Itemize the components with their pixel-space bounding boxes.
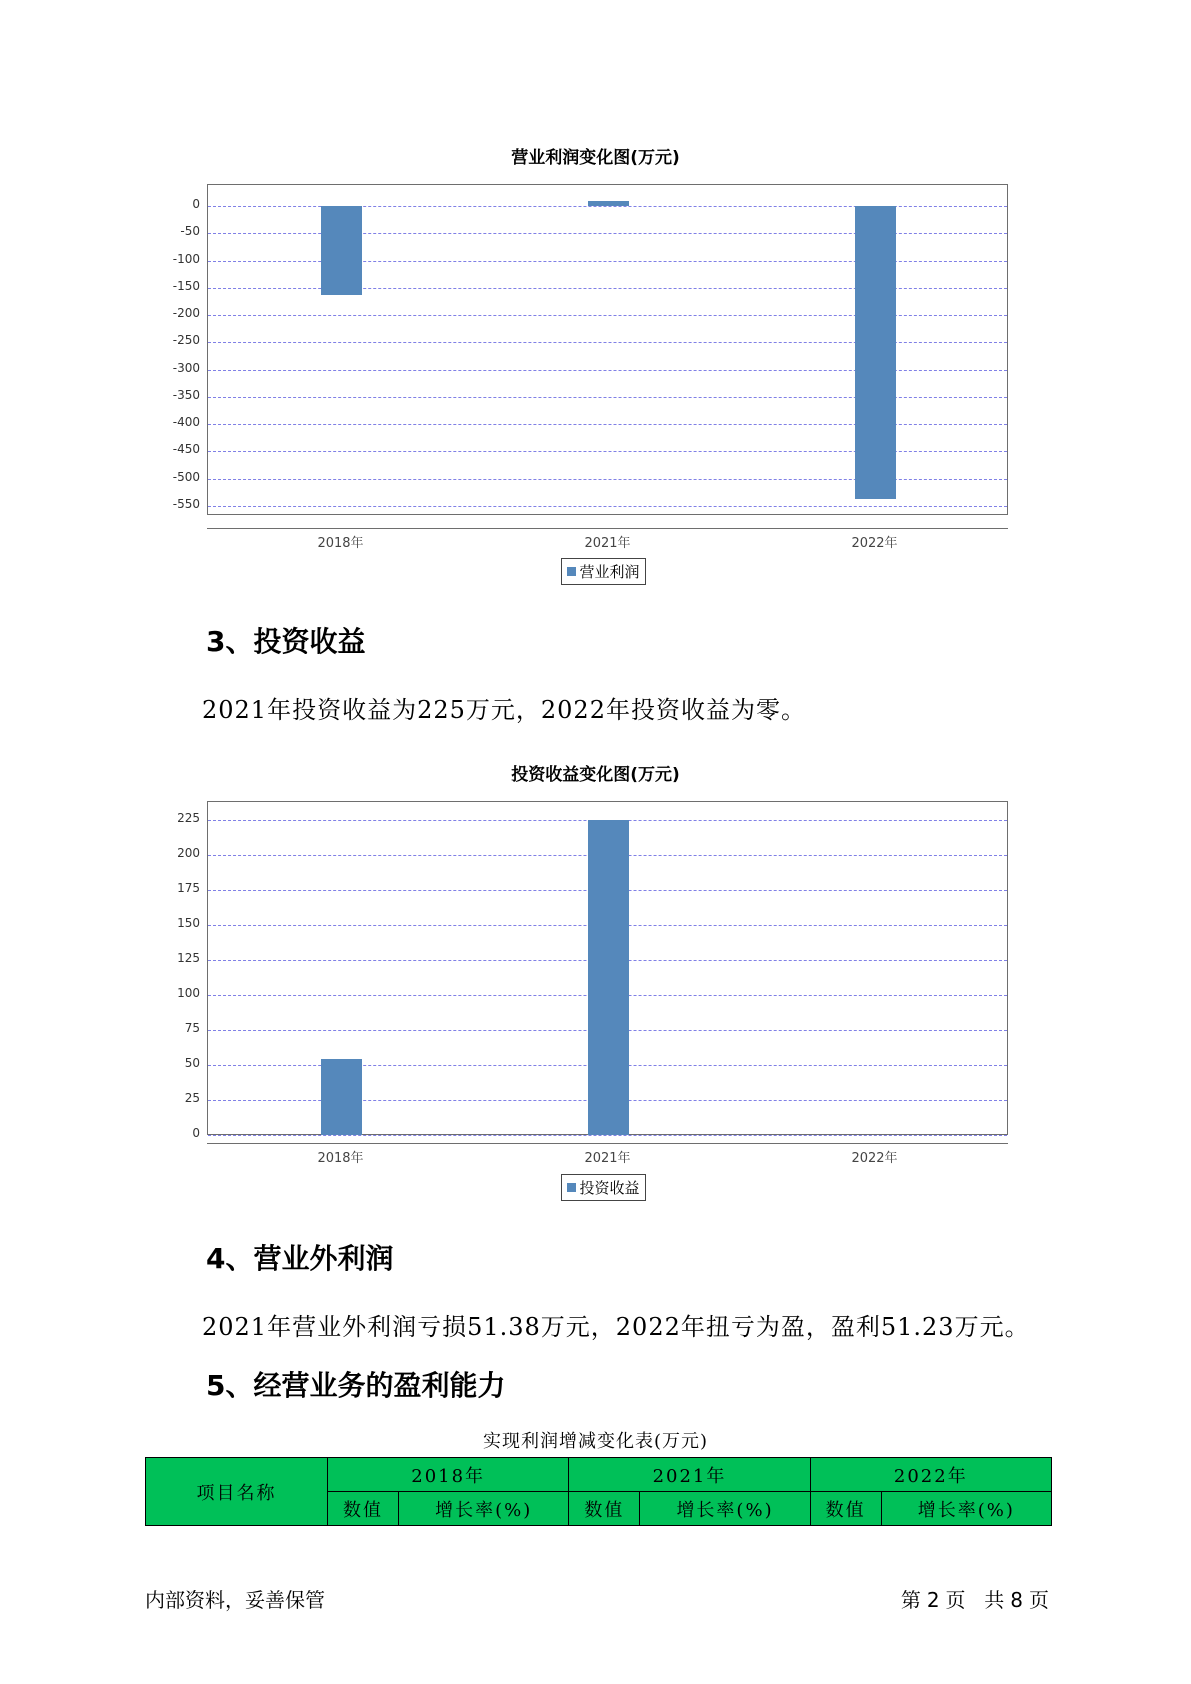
table-value-header: 数值 <box>569 1492 640 1526</box>
total-unit: 页 <box>1029 1588 1049 1612</box>
x-tick-label: 2022年 <box>851 1151 898 1166</box>
y-tick-label: 0 <box>192 197 200 211</box>
footer-confidential: 内部资料，妥善保管 <box>145 1588 325 1612</box>
y-tick-label: -300 <box>172 360 200 375</box>
table-item-header: 项目名称 <box>146 1458 328 1526</box>
y-tick-label: -500 <box>172 469 200 484</box>
table-year-header: 2021年 <box>569 1458 810 1492</box>
total-prefix: 共 <box>984 1588 1005 1612</box>
y-tick-label: 200 <box>177 845 200 860</box>
legend-label: 营业利润 <box>579 563 640 581</box>
x-tick-label: 2018年 <box>317 1151 364 1166</box>
section3-heading: 3、投资收益 <box>206 625 366 658</box>
page-unit: 页 <box>945 1588 966 1612</box>
chart2-title: 投资收益变化图(万元) <box>511 765 680 785</box>
y-tick-label: 25 <box>184 1090 200 1105</box>
plot-area <box>207 801 1008 1135</box>
table-year-header: 2018年 <box>328 1458 569 1492</box>
gridline <box>208 1135 1007 1136</box>
section5-heading: 5、经营业务的盈利能力 <box>206 1369 506 1402</box>
table-value-header: 数值 <box>810 1492 881 1526</box>
table-growth-header: 增长率(%) <box>640 1492 810 1526</box>
legend <box>561 1174 646 1201</box>
y-tick-label: -250 <box>172 333 200 348</box>
bar <box>588 201 629 206</box>
section4-heading: 4、营业外利润 <box>206 1242 394 1275</box>
y-tick-label: 150 <box>177 915 200 930</box>
bar <box>321 1059 362 1135</box>
x-tick-label: 2021年 <box>584 1151 631 1166</box>
legend-swatch <box>567 1183 576 1192</box>
x-tick-label: 2021年 <box>584 536 631 551</box>
plot-area <box>207 184 1008 515</box>
gridline <box>208 506 1007 507</box>
legend-label: 投资收益 <box>579 1179 640 1197</box>
section3-text: 2021年投资收益为225万元，2022年投资收益为零。 <box>202 696 806 724</box>
y-tick-label: -550 <box>172 496 200 511</box>
profit-change-table <box>145 1457 1052 1526</box>
y-tick-label: 175 <box>177 880 200 895</box>
chart1-title: 营业利润变化图(万元) <box>511 148 680 168</box>
table-value-header: 数值 <box>328 1492 399 1526</box>
y-tick-label: -400 <box>172 415 200 429</box>
y-tick-label: 125 <box>177 950 200 965</box>
x-tick-label: 2022年 <box>851 536 898 551</box>
y-tick-label: 75 <box>184 1020 200 1035</box>
x-axis-line <box>207 528 1008 529</box>
y-tick-label: -350 <box>172 387 200 402</box>
page-current: 2 <box>926 1588 940 1612</box>
table-growth-header: 增长率(%) <box>881 1492 1051 1526</box>
x-tick-label: 2018年 <box>317 536 364 551</box>
footer-page-number <box>898 1584 1052 1613</box>
y-tick-label: 100 <box>177 985 200 1000</box>
page-prefix: 第 <box>900 1588 921 1612</box>
y-tick-label: -200 <box>172 306 200 320</box>
legend-swatch <box>567 567 576 576</box>
y-tick-label: 225 <box>177 810 200 825</box>
bar <box>855 206 896 499</box>
table-growth-header: 增长率(%) <box>399 1492 569 1526</box>
y-tick-label: -450 <box>172 442 200 457</box>
page-total: 8 <box>1010 1588 1023 1612</box>
bar <box>588 820 629 1135</box>
table-caption: 实现利润增减变化表(万元) <box>482 1431 709 1452</box>
bar <box>321 206 362 295</box>
y-tick-label: -150 <box>172 278 200 293</box>
x-axis-line <box>207 1143 1008 1144</box>
section4-text: 2021年营业外利润亏损51.38万元，2022年扭亏为盈，盈利51.23万元。 <box>202 1313 1030 1341</box>
legend <box>561 558 646 585</box>
y-tick-label: -50 <box>180 224 200 239</box>
y-tick-label: -100 <box>172 251 200 266</box>
table-year-header: 2022年 <box>810 1458 1051 1492</box>
y-tick-label: 0 <box>192 1126 200 1140</box>
y-tick-label: 50 <box>184 1055 200 1070</box>
